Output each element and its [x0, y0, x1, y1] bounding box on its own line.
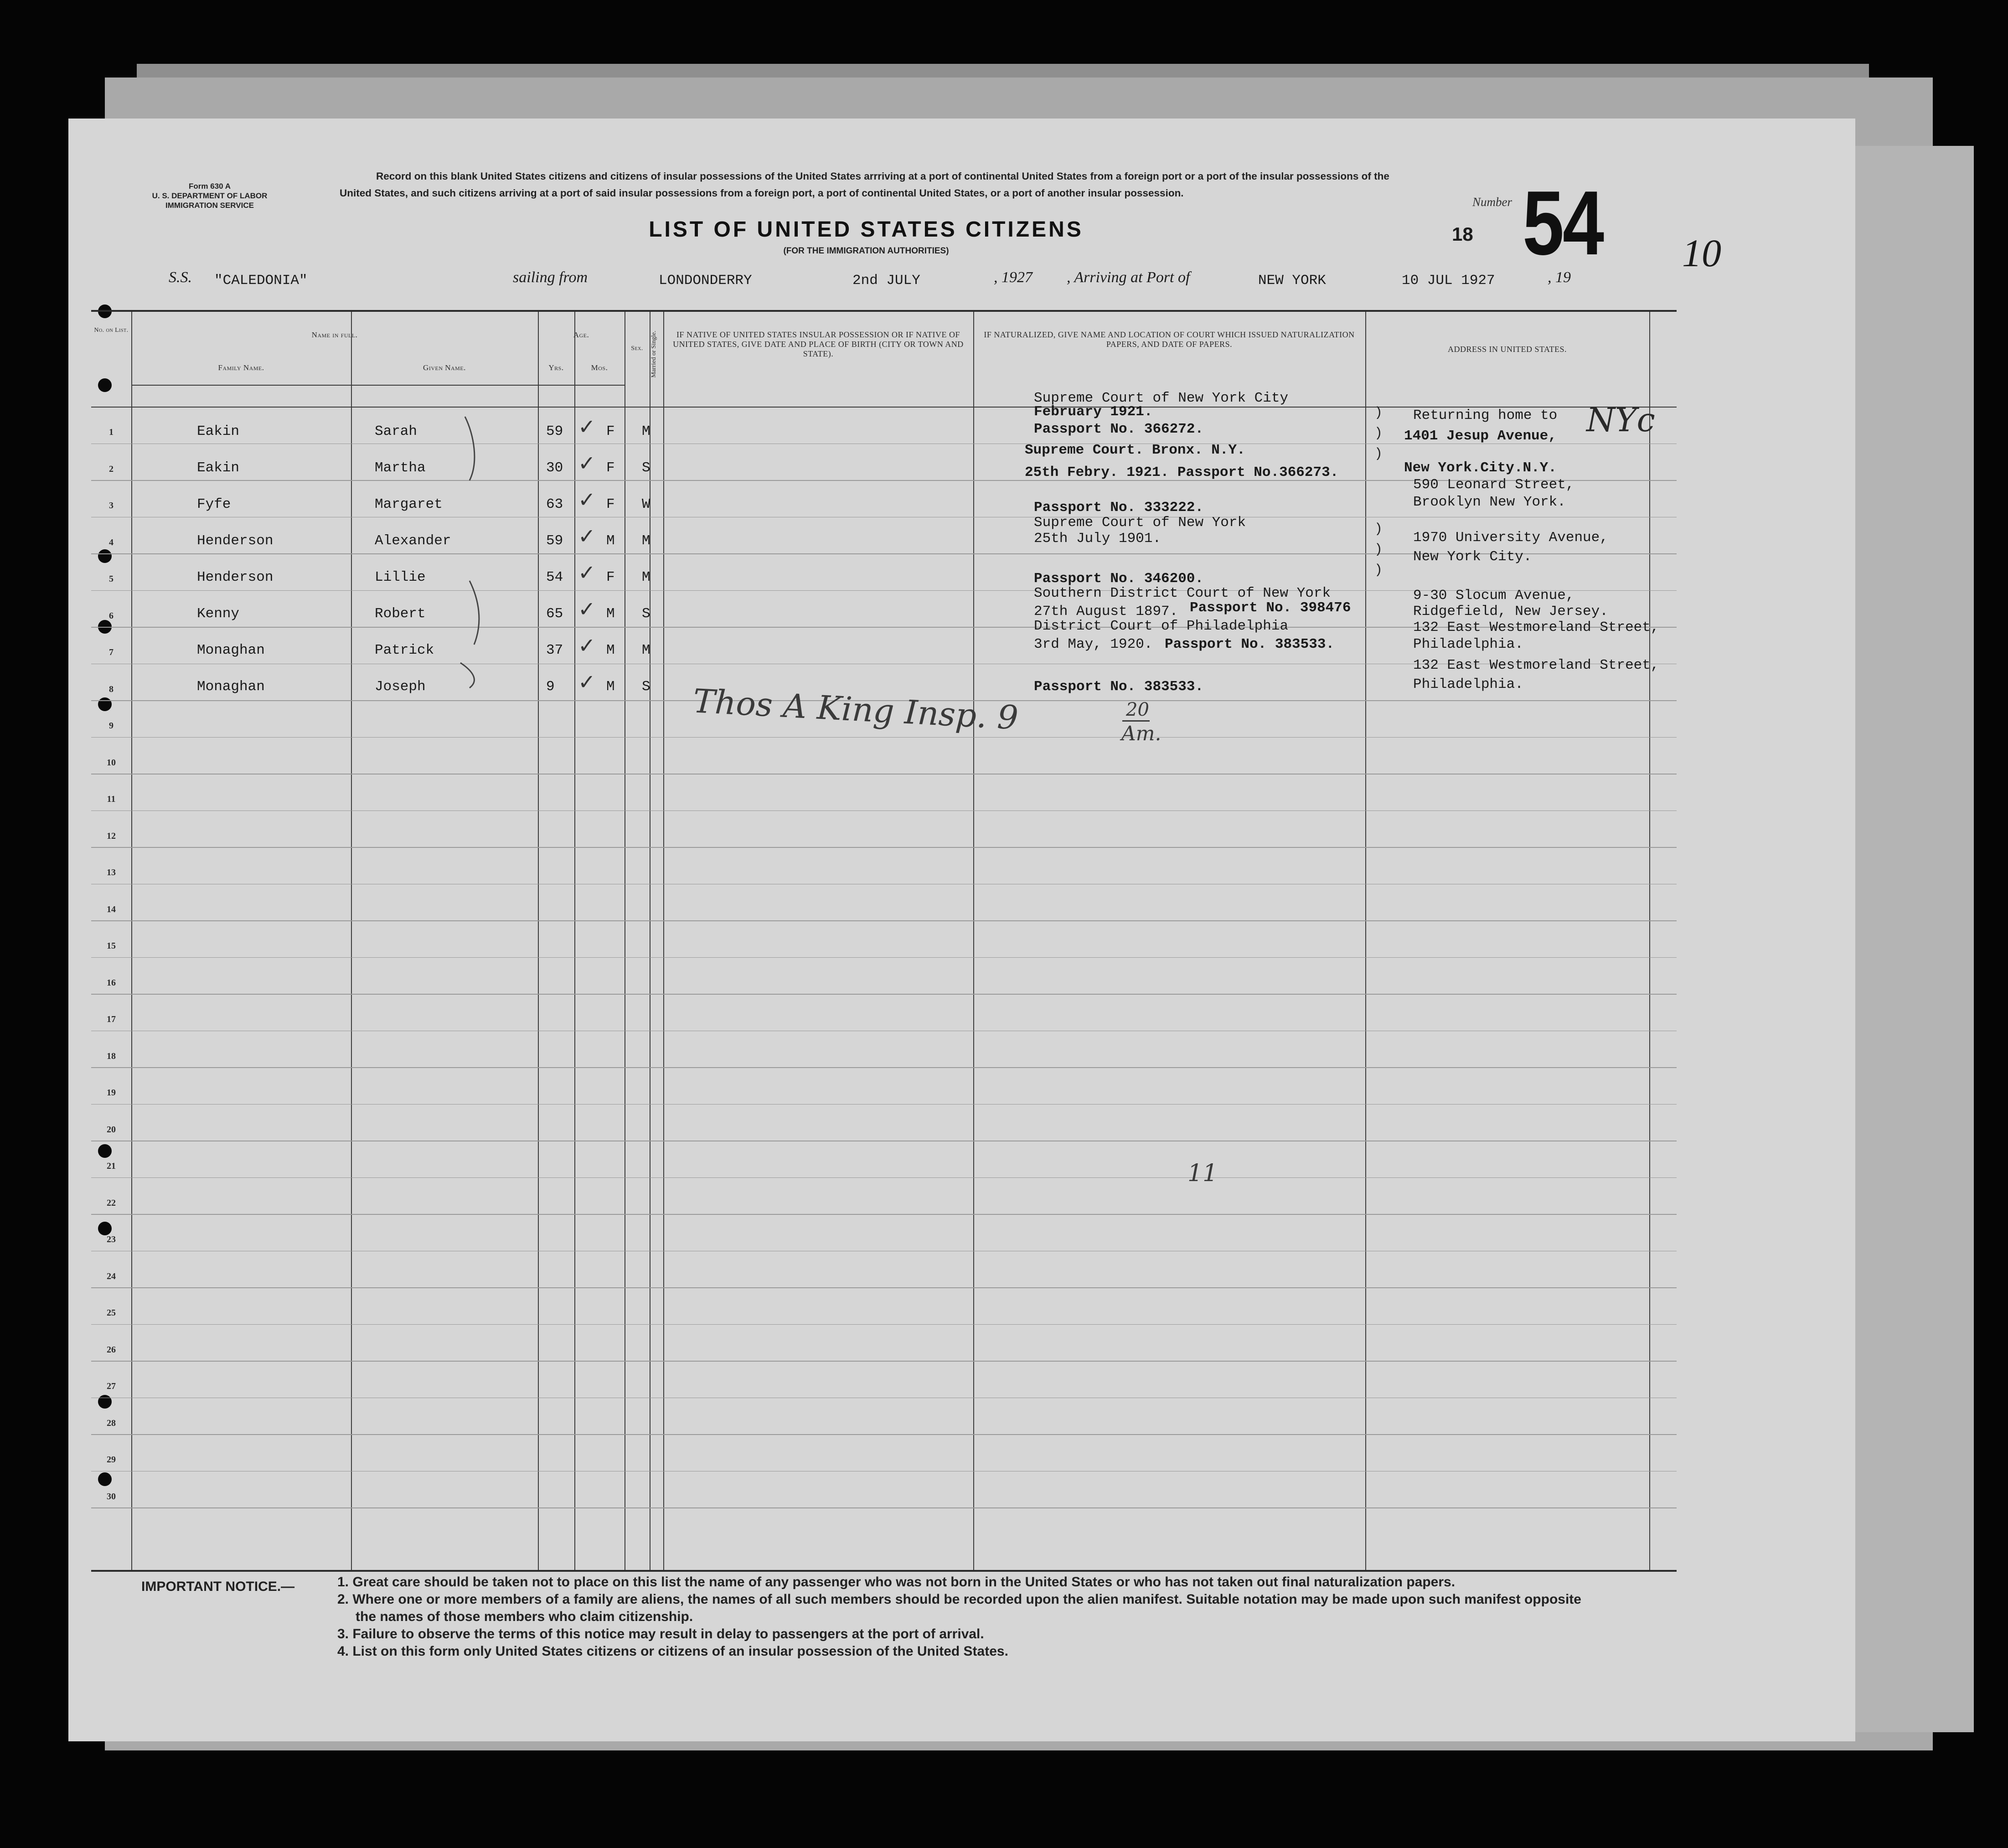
inspection-time-hour: 20 [1126, 699, 1149, 720]
row-number: 4 [109, 537, 114, 547]
sex: M [606, 533, 615, 549]
arrival-year-suffix: , 19 [1548, 269, 1571, 286]
number-label: Number [1472, 195, 1512, 209]
marital-status: W [642, 496, 650, 512]
form-title: LIST OF UNITED STATES CITIZENS [649, 217, 1084, 242]
row-rule [91, 517, 1677, 518]
departure-date: 2nd JULY [852, 273, 920, 289]
col-rule [973, 312, 974, 1570]
ss-label: S.S. [169, 269, 192, 286]
inspection-time-ampm: Am. [1121, 722, 1161, 745]
given-name: Margaret [375, 496, 443, 512]
service-name: IMMIGRATION SERVICE [165, 201, 254, 210]
age-years: 37 [546, 642, 563, 658]
row-rule [91, 957, 1677, 958]
marital-status: M [642, 642, 650, 658]
naturalization-line: 27th August 1897. [1034, 604, 1178, 619]
address-line: 9-30 Slocum Avenue, [1413, 588, 1574, 604]
family-name: Eakin [197, 423, 240, 439]
col-header-family: Family Name. [218, 363, 264, 372]
col-header-age: Age. [573, 330, 589, 339]
row-number: 9 [109, 721, 114, 731]
col-rule [663, 312, 664, 1570]
marital-status: M [642, 423, 650, 439]
year-prefix: 18 [1452, 223, 1473, 245]
notice-item: 4. List on this form only United States citizens or citizens of an insular possession of the United States. [337, 1644, 1008, 1659]
subheader-rule [538, 385, 625, 386]
row-number: 24 [107, 1271, 116, 1281]
age-years: 54 [546, 569, 563, 585]
bracket-mark: ) [1374, 521, 1383, 537]
naturalization-line: Passport No. 398476 [1190, 600, 1351, 616]
row-number: 22 [107, 1198, 116, 1208]
sex: F [606, 423, 615, 439]
address-line: Returning home to [1413, 408, 1558, 423]
address-line: Philadelphia. [1413, 676, 1523, 692]
col-header-naturalized: IF NATURALIZED, GIVE NAME AND LOCATION OF COURT WHICH ISSUED NATURALIZATION PAPERS, AND DATE OF PAPERS. [984, 330, 1355, 349]
row-number: 30 [107, 1491, 116, 1502]
col-header-address: ADDRESS IN UNITED STATES. [1447, 345, 1567, 354]
row-number: 2 [109, 464, 114, 474]
naturalization-line: 3rd May, 1920. [1034, 636, 1153, 652]
check-mark: ✓ [578, 634, 596, 657]
address-line: 132 East Westmoreland Street, [1413, 657, 1659, 673]
given-name: Sarah [375, 423, 418, 439]
form-subtitle: (FOR THE IMMIGRATION AUTHORITIES) [783, 246, 949, 256]
notice-lead: IMPORTANT NOTICE.— [141, 1579, 295, 1594]
age-years: 63 [546, 496, 563, 512]
col-header-native: IF NATIVE OF UNITED STATES INSULAR POSSESSION OR IF NATIVE OF UNITED STATES, GIVE DATE AND PLACE OF BIRTH (CITY OR TOWN AND STATE). [673, 330, 964, 358]
family-name: Henderson [197, 569, 274, 585]
naturalization-line: Passport No. 383533. [1034, 679, 1204, 695]
row-number: 17 [107, 1014, 116, 1024]
sex: M [606, 679, 615, 695]
record-instructions: Record on this blank United States citizens and citizens of insular possessions of the United States arrriving at a port of continental United States from a foreign port or a port of the insular possessions of the United States, and such citizens arriving at a port of said insular possessions from a foreign port, a port of continental United States, or a port of another insular possession. [340, 170, 1389, 199]
col-rule [1365, 312, 1366, 1570]
row-number: 10 [107, 757, 116, 768]
row-rule [91, 810, 1677, 811]
check-mark: ✓ [578, 452, 596, 475]
family-name: Eakin [197, 460, 240, 476]
row-rule [91, 1251, 1677, 1252]
departure-year: , 1927 [994, 269, 1032, 286]
col-header-sex: Sex. [631, 345, 643, 352]
row-rule [91, 1214, 1677, 1215]
ship-name: "CALEDONIA" [214, 273, 308, 289]
age-years: 30 [546, 460, 563, 476]
row-number: 7 [109, 647, 114, 657]
row-number: 19 [107, 1088, 116, 1098]
naturalization-line: Supreme Court of New York City [1034, 390, 1289, 406]
family-name: Monaghan [197, 679, 265, 695]
col-rule [351, 312, 352, 1570]
col-rule [131, 312, 132, 1570]
bracket-mark: ) [1374, 563, 1383, 578]
check-mark: ✓ [578, 488, 596, 511]
row-number: 8 [109, 684, 114, 694]
naturalization-line: 25th Febry. 1921. Passport No.366273. [1025, 465, 1339, 480]
check-mark: ✓ [578, 525, 596, 548]
row-number: 16 [107, 977, 116, 988]
family-name: Kenny [197, 606, 240, 622]
given-name: Martha [375, 460, 426, 476]
row-rule [91, 1177, 1677, 1178]
age-years: 65 [546, 606, 563, 622]
family-name: Henderson [197, 533, 274, 549]
age-years: 59 [546, 423, 563, 439]
address-line: Philadelphia. [1413, 636, 1523, 652]
arrival-port: NEW YORK [1258, 273, 1326, 289]
row-rule [91, 1067, 1677, 1068]
form-identifier [137, 181, 283, 210]
arrival-stamp: 10 JUL 1927 [1402, 273, 1495, 289]
check-mark: ✓ [578, 415, 596, 439]
address-line: Ridgefield, New Jersey. [1413, 604, 1608, 619]
check-mark: ✓ [578, 561, 596, 584]
row-number: 23 [107, 1234, 116, 1244]
form-number: Form 630 A [189, 182, 231, 191]
naturalization-line: Passport No. 366272. [1034, 421, 1204, 437]
departure-port: LONDONDERRY [659, 273, 752, 289]
sex: F [606, 496, 615, 512]
row-rule [91, 1287, 1677, 1288]
row-rule [91, 737, 1677, 738]
row-number: 29 [107, 1455, 116, 1465]
row-number: 6 [109, 610, 114, 621]
address-line: 1401 Jesup Avenue, [1404, 428, 1557, 444]
marital-status: S [642, 679, 650, 695]
notice-item: 3. Failure to observe the terms of this notice may result in delay to passengers at the port of arrival. [337, 1626, 984, 1642]
marital-status: S [642, 460, 650, 476]
given-name: Joseph [375, 679, 426, 695]
address-line: New York.City.N.Y. [1404, 460, 1557, 476]
naturalization-line: Supreme Court of New York [1034, 515, 1246, 531]
margin-number: 10 [1682, 231, 1721, 275]
row-rule [91, 1434, 1677, 1435]
age-years: 9 [546, 679, 555, 695]
sex: M [606, 606, 615, 622]
sex: F [606, 460, 615, 476]
row-number: 3 [109, 501, 114, 511]
list-number: 54 [1523, 172, 1603, 274]
row-number: 13 [107, 867, 116, 878]
row-number: 11 [107, 794, 116, 804]
naturalization-line: Passport No. 333222. [1034, 500, 1204, 516]
address-line: 1970 University Avenue, [1413, 530, 1608, 546]
row-number: 20 [107, 1124, 116, 1135]
bracket-mark: ) [1374, 542, 1383, 557]
marital-status: M [642, 569, 650, 585]
naturalization-line: Supreme Court. Bronx. N.Y. [1025, 442, 1245, 458]
col-rule [1649, 312, 1650, 1570]
row-rule [91, 1471, 1677, 1472]
marital-status: M [642, 533, 650, 549]
naturalization-line: District Court of Philadelphia [1034, 618, 1289, 634]
bracket-mark: ) [1374, 446, 1383, 462]
bracket-mark: ) [1374, 426, 1383, 441]
col-header-name: Name in full. [311, 330, 358, 339]
given-name: Patrick [375, 642, 434, 658]
time-fraction-bar [1122, 720, 1150, 722]
marital-status: S [642, 606, 650, 622]
col-header-married: Married or Single. [650, 330, 657, 378]
row-rule [91, 1324, 1677, 1325]
naturalization-line: Passport No. 346200. [1034, 571, 1204, 587]
address-line: 590 Leonard Street, [1413, 477, 1574, 493]
given-name: Robert [375, 606, 426, 622]
naturalization-line: Southern District Court of New York [1034, 585, 1331, 601]
col-header-yrs: Yrs. [548, 363, 564, 372]
notice-item: 2. Where one or more members of a family are aliens, the names of all such members should be recorded upon the alien manifest. Suitable notation may be made upon such manifest opposite the names of those members who claim citizenship. [337, 1592, 1581, 1624]
given-name: Lillie [375, 569, 426, 585]
address-line: 132 East Westmoreland Street, [1413, 619, 1659, 635]
passenger-table [91, 310, 1677, 1572]
row-rule [91, 1104, 1677, 1105]
col-header-mos: Mos. [591, 363, 608, 372]
row-rule [91, 1361, 1677, 1362]
col-header-given: Given Name. [423, 363, 466, 372]
bracket-mark: ) [1374, 405, 1383, 421]
row-number: 27 [107, 1381, 116, 1391]
naturalization-line: 25th July 1901. [1034, 531, 1161, 547]
check-mark: ✓ [578, 671, 596, 694]
age-years: 59 [546, 533, 563, 549]
row-number: 25 [107, 1308, 116, 1318]
row-rule [91, 920, 1677, 921]
col-rule [574, 312, 575, 1570]
notice-items [337, 1574, 1600, 1660]
row-number: 26 [107, 1344, 116, 1355]
bracket-strokes [438, 408, 492, 690]
row-number: 18 [107, 1051, 116, 1061]
row-rule [91, 1507, 1677, 1508]
naturalization-line: February 1921. [1034, 404, 1153, 420]
check-mark: ✓ [578, 598, 596, 621]
row-number: 15 [107, 941, 116, 951]
row-rule [91, 1398, 1677, 1399]
row-number: 21 [107, 1161, 116, 1171]
row-number: 14 [107, 904, 116, 914]
notice-item: 1. Great care should be taken not to place on this list the name of any passenger who was not born in the United States or who has not taken out final naturalization papers. [337, 1574, 1456, 1590]
department-name: U. S. DEPARTMENT OF LABOR [152, 191, 268, 200]
row-rule [91, 884, 1677, 885]
family-name: Monaghan [197, 642, 265, 658]
given-name: Alexander [375, 533, 451, 549]
col-header-no: No. on List. [94, 327, 129, 334]
row-number: 1 [109, 427, 114, 437]
sailing-from-label: sailing from [513, 269, 588, 286]
row-number: 28 [107, 1418, 116, 1428]
address-line: Brooklyn New York. [1413, 494, 1566, 510]
naturalization-line: Passport No. 383533. [1165, 636, 1335, 652]
handwritten-mark: 11 [1187, 1160, 1218, 1187]
inspector-signature: Thos A King Insp. 9 [692, 681, 1019, 737]
handwritten-nyc: NYc [1586, 401, 1655, 439]
row-rule [91, 847, 1677, 848]
address-line: New York City. [1413, 549, 1532, 565]
sex: M [606, 642, 615, 658]
row-rule [91, 994, 1677, 995]
col-rule [538, 312, 539, 1570]
arriving-label: , Arriving at Port of [1067, 269, 1190, 286]
sex: F [606, 569, 615, 585]
row-number: 12 [107, 831, 116, 841]
row-rule [91, 1031, 1677, 1032]
row-number: 5 [109, 574, 114, 584]
family-name: Fyfe [197, 496, 231, 512]
